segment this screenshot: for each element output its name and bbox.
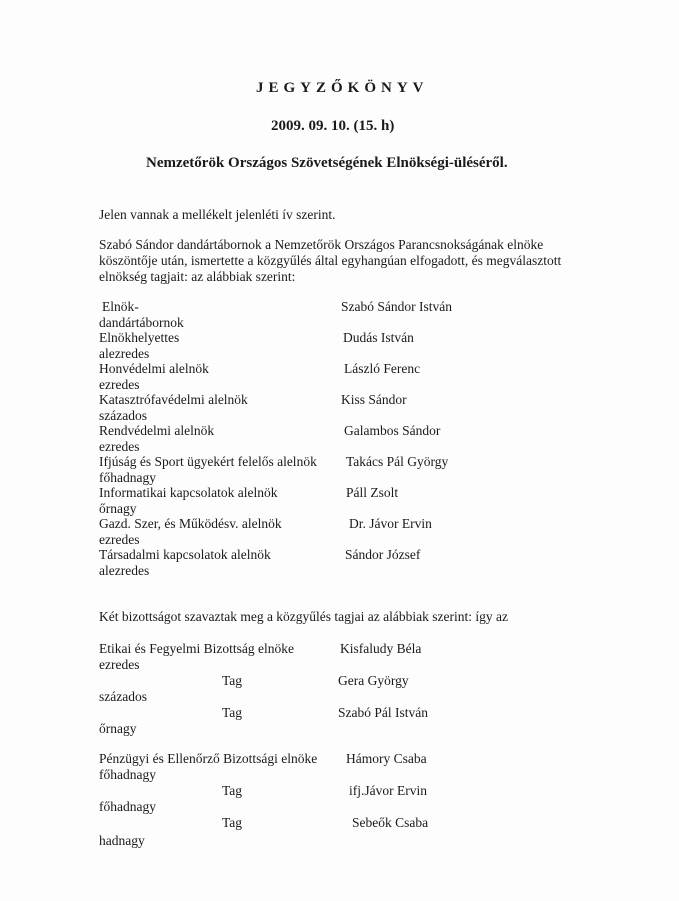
board-name: Galambos Sándor [344, 423, 441, 438]
ethics-chair-rank: ezredes [99, 657, 140, 672]
board-rank: ezredes [99, 377, 140, 392]
board-role: Informatikai kapcsolatok alelnök [99, 485, 278, 500]
ethics-member-label: Tag [222, 705, 243, 720]
finance-chair-rank: főhadnagy [99, 767, 156, 782]
ethics-member-name: Gera György [338, 673, 409, 688]
finance-member-label: Tag [222, 783, 243, 798]
board-role: Társadalmi kapcsolatok alelnök [99, 547, 271, 562]
ethics-member-name: Szabó Pál István [338, 705, 428, 720]
meeting-date: 2009. 09. 10. (15. h) [271, 118, 395, 134]
attendance-note: Jelen vannak a mellékelt jelenléti ív szerint. [99, 207, 336, 222]
board-rank: ezredes [99, 532, 140, 547]
intro-paragraph-line: Szabó Sándor dandártábornok a Nemzetőrök Országos Parancsnokságának elnöke [99, 237, 544, 252]
finance-chair-role: Pénzügyi és Ellenőrző Bizottsági elnöke [99, 751, 318, 766]
board-rank: alezredes [99, 346, 150, 361]
board-rank: ezredes [99, 439, 140, 454]
board-name: Dr. Jávor Ervin [349, 516, 432, 531]
board-rank: őrnagy [99, 501, 137, 516]
finance-member-rank: hadnagy [99, 833, 145, 848]
ethics-member-rank: százados [99, 689, 147, 704]
committees-intro: Két bizottságot szavaztak meg a közgyűlés tagjai az alábbiak szerint: így az [99, 609, 508, 624]
board-rank: százados [99, 408, 147, 423]
finance-member-rank: főhadnagy [99, 799, 156, 814]
meeting-subject: Nemzetőrök Országos Szövetségének Elnökségi-üléséről. [146, 155, 508, 171]
ethics-chair-role: Etikai és Fegyelmi Bizottság elnöke [99, 641, 294, 656]
board-role: Elnök- [102, 299, 139, 314]
board-role: Elnökhelyettes [99, 330, 180, 345]
finance-member-label: Tag [222, 815, 243, 830]
board-name: Kiss Sándor [341, 392, 407, 407]
document-title: JEGYZŐKÖNYV [256, 80, 429, 96]
intro-paragraph-line: köszöntője után, ismertette a közgyűlés által egyhangúan elfogadott, és megválasztott [99, 253, 562, 268]
ethics-member-rank: őrnagy [99, 721, 137, 736]
board-name: Szabó Sándor István [341, 299, 452, 314]
board-rank: dandártábornok [99, 315, 184, 330]
board-name: Takács Pál György [346, 454, 449, 469]
board-role: Gazd. Szer, és Működésv. alelnök [99, 516, 282, 531]
board-name: Sándor József [345, 547, 421, 562]
board-rank: alezredes [99, 563, 150, 578]
intro-paragraph-line: elnökség tagjait: az alábbiak szerint: [99, 269, 296, 284]
board-role: Rendvédelmi alelnök [99, 423, 215, 438]
board-rank: főhadnagy [99, 470, 156, 485]
board-name: László Ferenc [344, 361, 421, 376]
board-role: Katasztrófavédelmi alelnök [99, 392, 248, 407]
finance-member-name: ifj.Jávor Ervin [349, 783, 427, 798]
ethics-chair-name: Kisfaludy Béla [340, 641, 422, 656]
finance-member-name: Sebeők Csaba [352, 815, 429, 830]
ethics-member-label: Tag [222, 673, 243, 688]
board-role: Honvédelmi alelnök [99, 361, 209, 376]
board-name: Dudás István [343, 330, 414, 345]
board-name: Páll Zsolt [346, 485, 399, 500]
finance-chair-name: Hámory Csaba [346, 751, 427, 766]
board-role: Ifjúság és Sport ügyekért felelős alelnök [99, 454, 317, 469]
